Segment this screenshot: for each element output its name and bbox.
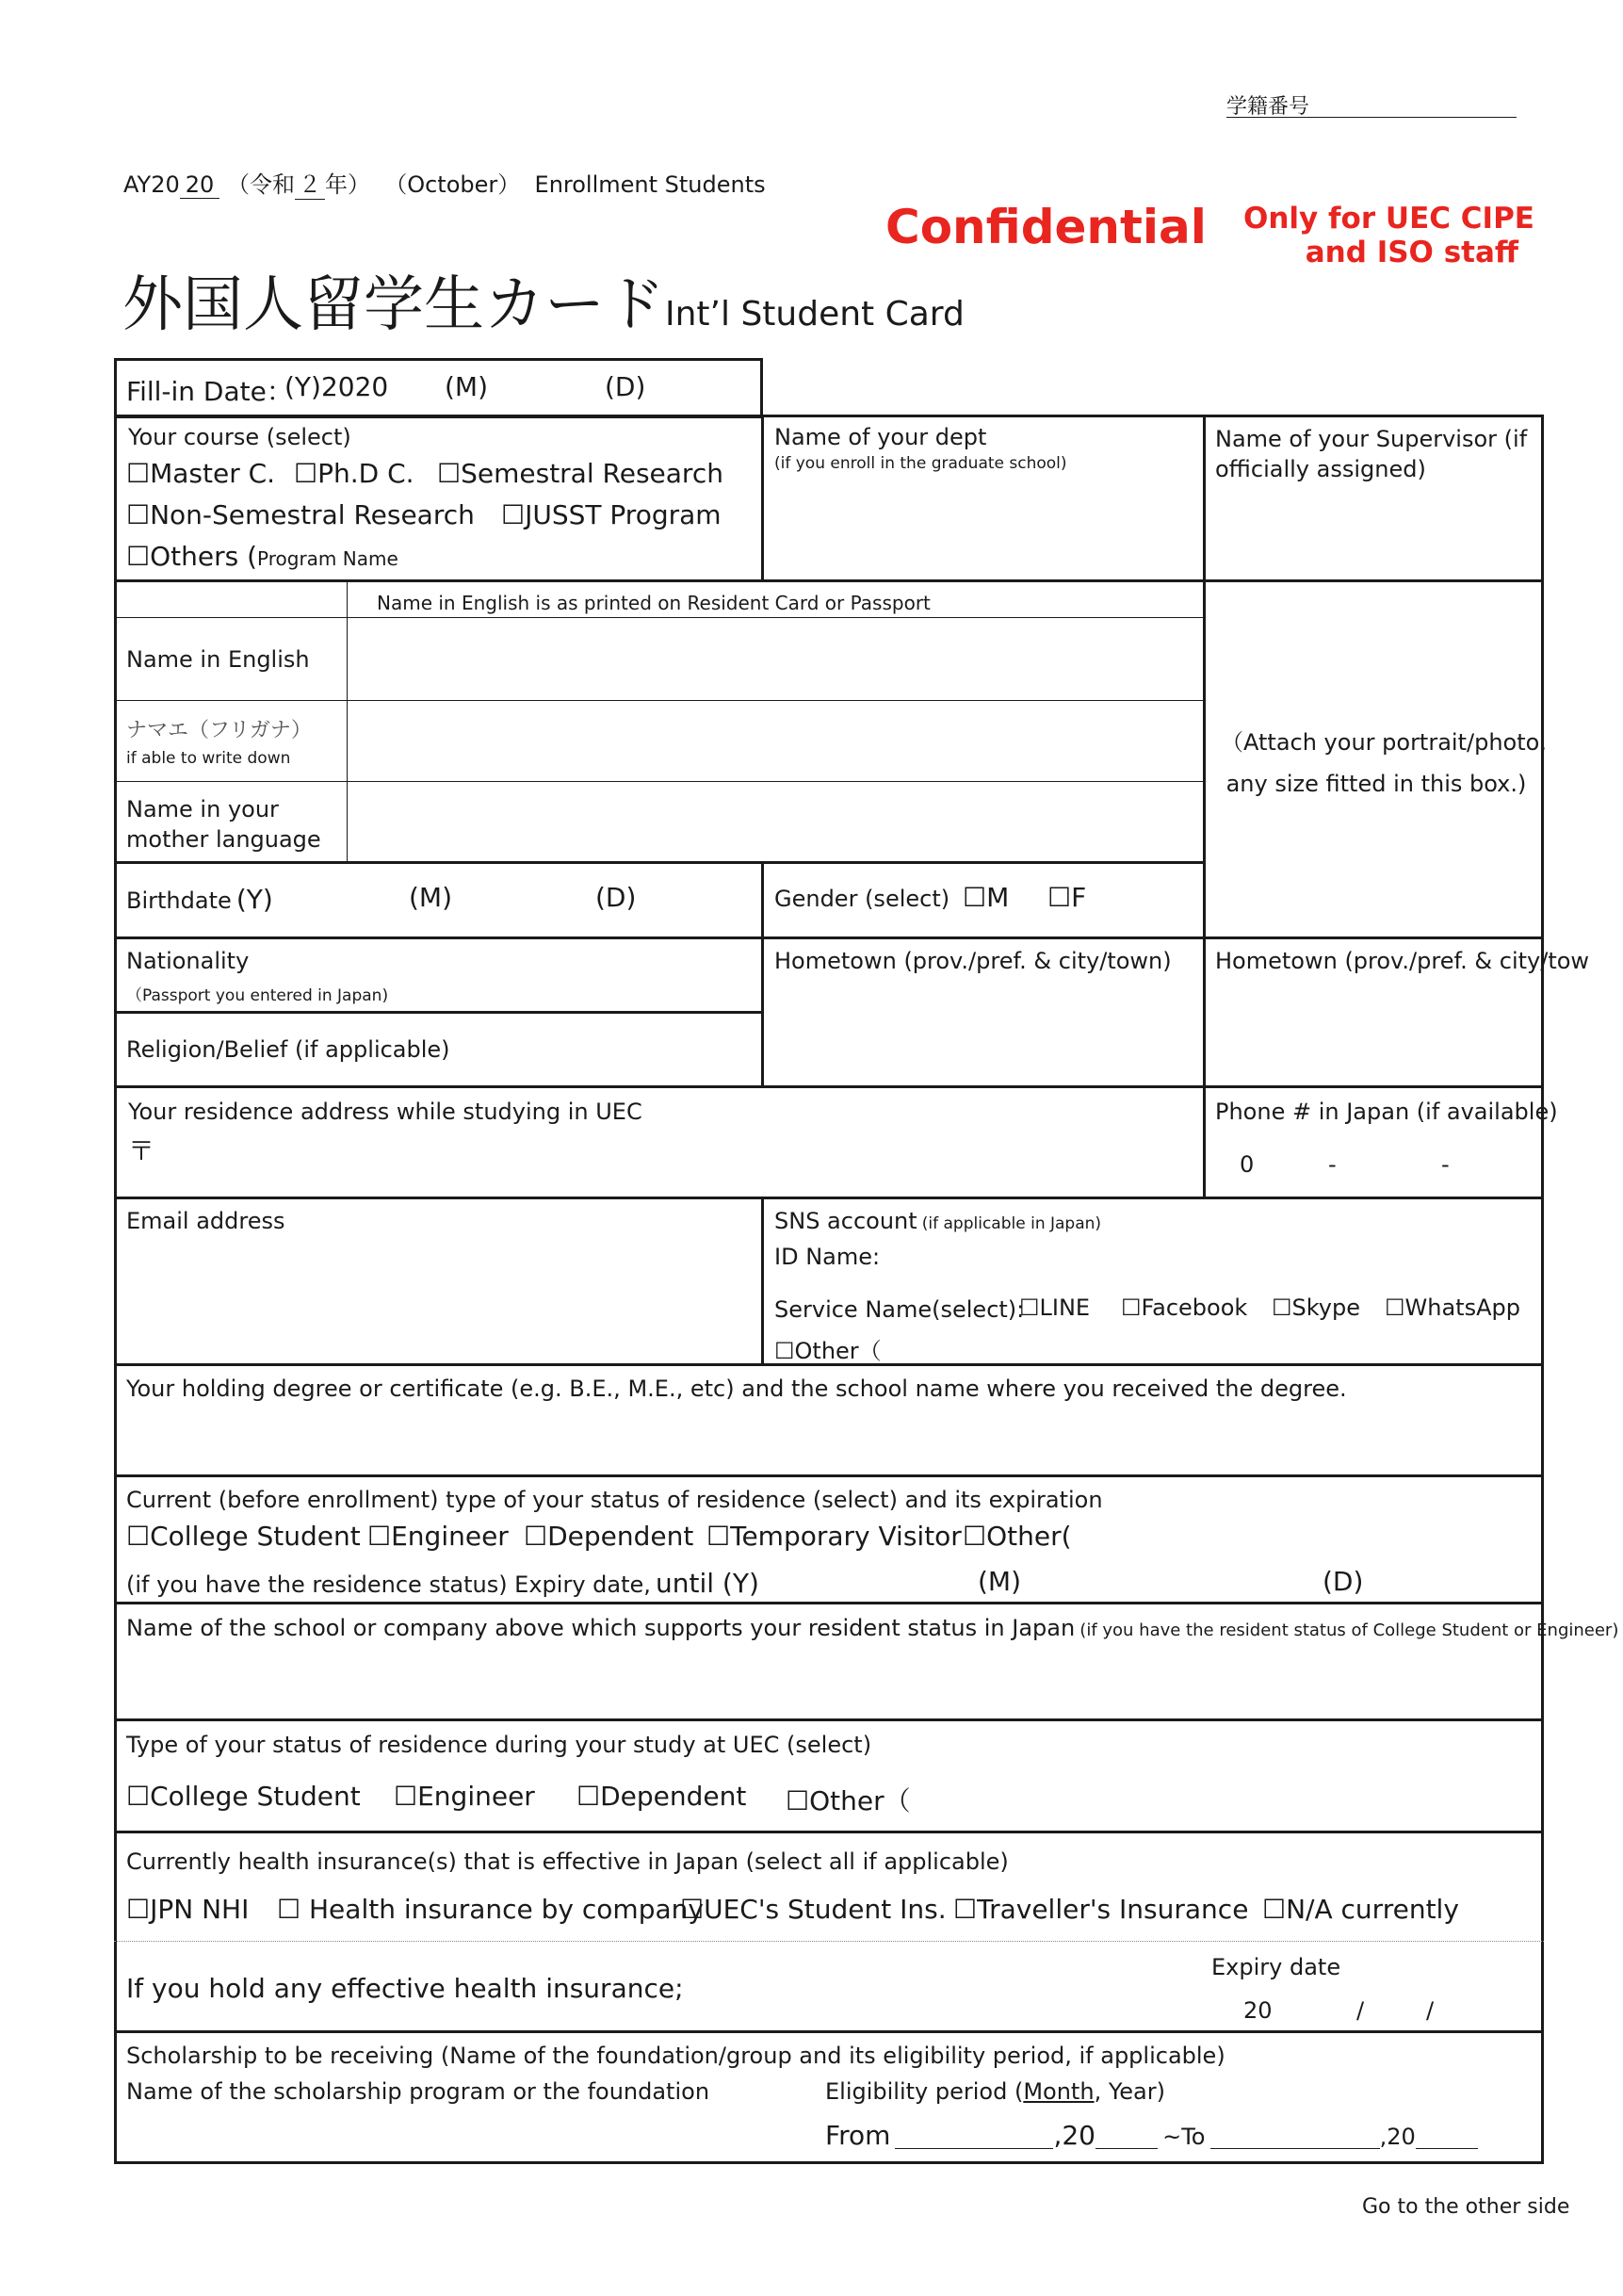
current-college-checkbox[interactable]: ☐College Student (126, 1521, 361, 1552)
footer-note: Go to the other side (1362, 2195, 1570, 2219)
confidential-label: Confidential (885, 200, 1207, 254)
nationality-note: （Passport you entered in Japan) (126, 986, 389, 1005)
sns-id-label: ID Name: (774, 1244, 881, 1270)
course-others-checkbox[interactable]: ☐Others (Program Name (126, 541, 398, 572)
hometown-label-2: Hometown (prov./pref. & city/tow (1215, 948, 1590, 974)
uec-other-checkbox[interactable]: ☐Other（ (786, 1785, 911, 1816)
insurance-expiry-slash-2: / (1426, 1997, 1435, 2024)
religion-label: Religion/Belief (if applicable) (126, 1036, 450, 1063)
name-mother-label: Name in your mother language (126, 796, 321, 853)
current-other-checkbox[interactable]: ☐Other( (963, 1521, 1072, 1552)
gender-f-checkbox[interactable]: ☐F (1047, 882, 1087, 913)
insurance-nhi-checkbox[interactable]: ☐JPN NHI (126, 1894, 250, 1925)
gender-label: Gender (select) (774, 886, 950, 912)
phone-dash-1: - (1328, 1151, 1337, 1178)
insurance-uec-checkbox[interactable]: ☐UEC's Student Ins. (680, 1894, 947, 1925)
course-jusst-checkbox[interactable]: ☐JUSST Program (501, 499, 722, 530)
insurance-company-checkbox[interactable]: ☐ Health insurance by company (277, 1894, 704, 1925)
uec-engineer-checkbox[interactable]: ☐Engineer (394, 1781, 535, 1812)
name-note: Name in English is as printed on Resident Card or Passport (377, 592, 931, 614)
fill-in-day[interactable]: (D) (605, 371, 646, 402)
course-master-checkbox[interactable]: ☐Master C. (126, 458, 276, 489)
uec-college-checkbox[interactable]: ☐College Student (126, 1781, 361, 1812)
gender-m-checkbox[interactable]: ☐M (963, 882, 1010, 913)
sns-line-checkbox[interactable]: ☐LINE (1019, 1295, 1091, 1321)
insurance-na-checkbox[interactable]: ☐N/A currently (1262, 1894, 1459, 1925)
fill-in-year[interactable]: (Y)2020 (284, 371, 389, 402)
current-engineer-checkbox[interactable]: ☐Engineer (367, 1521, 509, 1552)
hometown-label: Hometown (prov./pref. & city/town) (774, 948, 1172, 974)
course-label: Your course (select) (128, 424, 351, 450)
current-expiry-label: (if you have the residence status) Expiry date, until (Y) (126, 1568, 759, 1599)
current-temporary-checkbox[interactable]: ☐Temporary Visitor (706, 1521, 962, 1552)
insurance-hold-label: If you hold any effective health insurance; (126, 1973, 684, 2004)
supervisor-label: Name of your Supervisor (if officially assigned) (1215, 426, 1528, 482)
scholarship-period-fields[interactable]: From ,20 ~To ,20 (825, 2120, 1478, 2151)
phone-label: Phone # in Japan (if available) (1215, 1099, 1558, 1125)
fill-in-date-label: Fill-in Date： (126, 376, 293, 407)
name-mother-field[interactable] (350, 786, 1198, 859)
staff-only-label: Only for UEC CIPE and ISO staff (1243, 202, 1534, 269)
supporting-org-label: Name of the school or company above which supports your resident status in Japan (if you have the resident status of College Student or Engineer) (126, 1615, 1619, 1641)
residence-label: Your residence address while studying in UEC (128, 1099, 642, 1125)
uec-dependent-checkbox[interactable]: ☐Dependent (576, 1781, 747, 1812)
course-semestral-checkbox[interactable]: ☐Semestral Research (437, 458, 723, 489)
insurance-expiry-label: Expiry date (1211, 1954, 1341, 1980)
scholarship-period-label: Eligibility period (Month, Year) (825, 2078, 1165, 2105)
dept-label: Name of your dept (774, 424, 987, 450)
email-label: Email address (126, 1208, 285, 1234)
sns-whatsapp-checkbox[interactable]: ☐WhatsApp (1385, 1295, 1520, 1321)
insurance-expiry-slash-1: / (1356, 1997, 1365, 2024)
name-kana-label: ナマエ（フリガナ） (126, 719, 312, 742)
scholarship-label: Scholarship to be receiving (Name of the foundation/group and its eligibility period, if applicable) (126, 2043, 1225, 2069)
student-id-line (1226, 117, 1517, 118)
sns-facebook-checkbox[interactable]: ☐Facebook (1121, 1295, 1248, 1321)
page-title: 外国人留学生カードInt’l Student Card (122, 270, 965, 340)
name-kana-field[interactable] (350, 705, 1198, 778)
phone-dash-2: - (1441, 1151, 1450, 1178)
dept-note: (if you enroll in the graduate school) (774, 454, 1067, 473)
uec-status-label: Type of your status of residence during your study at UEC (select) (126, 1732, 872, 1758)
scholarship-program-label: Name of the scholarship program or the foundation (126, 2078, 710, 2105)
nationality-label: Nationality (126, 948, 250, 974)
name-english-label: Name in English (126, 646, 310, 673)
insurance-expiry-year[interactable]: 20 (1243, 1997, 1273, 2024)
postal-mark: 〒 (128, 1135, 155, 1166)
birthdate-month[interactable]: (M) (409, 882, 453, 913)
sns-service-label: Service Name(select): (774, 1296, 1025, 1323)
birthdate-label: Birthdate (Y) (126, 884, 273, 915)
sns-skype-checkbox[interactable]: ☐Skype (1272, 1295, 1360, 1321)
fill-in-month[interactable]: (M) (445, 371, 489, 402)
sns-label: SNS account (if applicable in Japan) (774, 1208, 1102, 1234)
photo-box-instructions: （Attach your portrait/photo, any size fitted in this box.) (1221, 729, 1547, 797)
current-dependent-checkbox[interactable]: ☐Dependent (524, 1521, 694, 1552)
degree-label: Your holding degree or certificate (e.g. B.E., M.E., etc) and the school name where you received the degree. (126, 1376, 1347, 1402)
insurance-traveller-checkbox[interactable]: ☐Traveller's Insurance (953, 1894, 1249, 1925)
phone-prefix[interactable]: 0 (1240, 1151, 1255, 1178)
current-expiry-day[interactable]: (D) (1323, 1566, 1364, 1597)
birthdate-day[interactable]: (D) (595, 882, 637, 913)
academic-year-line: AY20 20 （令和 ２ 年） （October） Enrollment Students (123, 166, 766, 200)
insurance-label: Currently health insurance(s) that is effective in Japan (select all if applicable) (126, 1848, 1009, 1875)
name-english-field[interactable] (350, 622, 1198, 697)
current-expiry-month[interactable]: (M) (978, 1566, 1022, 1597)
photo-box[interactable] (1207, 582, 1547, 935)
course-non-semestral-checkbox[interactable]: ☐Non-Semestral Research (126, 499, 475, 530)
student-id-label: 学籍番号 (1226, 95, 1310, 119)
name-kana-note: if able to write down (126, 749, 291, 768)
course-phd-checkbox[interactable]: ☐Ph.D C. (294, 458, 414, 489)
current-status-label: Current (before enrollment) type of your status of residence (select) and its expiration (126, 1487, 1103, 1513)
sns-other-checkbox[interactable]: ☐Other（ (774, 1338, 882, 1364)
